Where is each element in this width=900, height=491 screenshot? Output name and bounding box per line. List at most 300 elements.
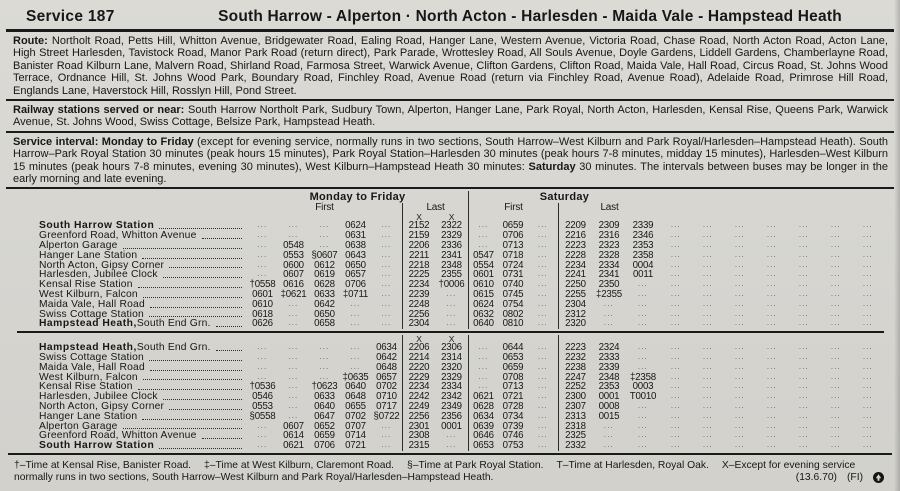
empty-cell: ... — [862, 242, 874, 250]
empty-cell: ... — [766, 261, 778, 269]
time-cell: 0652 — [314, 420, 335, 432]
time-cell: 2255 — [558, 290, 592, 300]
empty-cell: ... — [798, 232, 810, 240]
empty-cell: ... — [702, 354, 714, 362]
empty-cell: ... — [257, 354, 268, 362]
empty-cell: ... — [257, 232, 268, 240]
empty-cell: ... — [288, 383, 299, 391]
empty-cell: ... — [537, 412, 549, 420]
empty-cell: ... — [798, 393, 810, 401]
x-mark — [278, 213, 309, 221]
time-cell: 0708 — [502, 371, 524, 383]
time-cell: 0710 — [376, 391, 397, 403]
time-cell: 2320 — [441, 361, 462, 373]
empty-cell: ... — [468, 363, 498, 373]
time-cell: 2329 — [441, 230, 462, 242]
empty-cell: ... — [350, 363, 361, 371]
time-cell: 0650 — [345, 259, 366, 271]
station-name: Kensal Rise Station — [39, 381, 133, 393]
empty-cell: ... — [830, 291, 842, 299]
empty-cell: ... — [670, 403, 682, 411]
empty-cell: ... — [637, 432, 649, 440]
time-cell: 2256 — [402, 310, 435, 320]
empty-cell: ... — [537, 232, 549, 240]
time-cell: 2333 — [598, 352, 620, 364]
empty-cell: ... — [288, 412, 299, 420]
leader-dots — [202, 438, 243, 439]
empty-cell: ... — [798, 310, 810, 318]
time-cell: 0718 — [502, 249, 524, 261]
time-cell: 2218 — [402, 261, 435, 271]
time-cell: 0653 — [468, 441, 498, 451]
time-cell: 2306 — [441, 342, 462, 354]
empty-cell: ... — [319, 222, 330, 230]
timetable-row — [9, 319, 892, 329]
x-mark — [468, 213, 498, 221]
empty-cell: ... — [670, 354, 682, 362]
time-cell: 0003 — [632, 381, 654, 393]
empty-cell: ... — [537, 403, 549, 411]
empty-cell: ... — [734, 261, 746, 269]
empty-cell: ... — [862, 320, 874, 328]
time-cell: 0621 — [283, 440, 304, 452]
empty-cell: ... — [670, 393, 682, 401]
x-mark — [724, 213, 756, 221]
x-mark — [692, 213, 724, 221]
empty-cell: ... — [670, 291, 682, 299]
empty-cell: ... — [702, 393, 714, 401]
timetable-row — [9, 280, 892, 290]
time-cell: 0634 — [468, 412, 498, 422]
time-cell: 2339 — [598, 361, 620, 373]
leader-dots — [163, 399, 242, 400]
empty-cell: ... — [702, 442, 714, 450]
time-cell: 2355 — [441, 269, 462, 281]
leader-dots — [202, 238, 243, 239]
saturday-header: Saturday — [468, 191, 660, 203]
time-cell: 0731 — [502, 269, 524, 281]
time-cell: 0554 — [468, 261, 498, 271]
empty-cell: ... — [603, 422, 615, 430]
time-cell: 0734 — [502, 410, 524, 422]
leader-dots — [123, 428, 242, 429]
time-cell: 2250 — [558, 280, 592, 290]
empty-cell: ... — [670, 412, 682, 420]
station-name: West Kilburn, Falcon — [39, 289, 138, 301]
empty-cell: ... — [862, 363, 874, 371]
time-cell: 2249 — [402, 402, 435, 412]
x-mark — [340, 335, 371, 343]
x-mark — [660, 335, 692, 343]
leader-dots — [142, 419, 242, 420]
empty-cell: ... — [766, 373, 778, 381]
empty-cell: ... — [468, 382, 498, 392]
time-cell: 2223 — [558, 343, 592, 353]
x-mark — [788, 335, 820, 343]
leader-dots — [163, 277, 242, 278]
route-paragraph — [0, 32, 900, 99]
time-cell: 2239 — [402, 290, 435, 300]
x-mark — [309, 213, 340, 221]
time-cell: 0619 — [314, 269, 335, 281]
station-name: South Harrow Station — [39, 220, 155, 232]
empty-cell: ... — [257, 442, 268, 450]
empty-cell: ... — [702, 412, 714, 420]
x-mark — [528, 335, 558, 343]
time-cell: 0648 — [345, 391, 366, 403]
station-name: Harlesden, Jubilee Clock — [39, 269, 158, 281]
empty-cell: ... — [603, 300, 615, 308]
empty-cell: ... — [798, 422, 810, 430]
monday-friday-header: Monday to Friday — [309, 191, 406, 204]
empty-cell: ... — [468, 343, 498, 353]
time-cell: 2234 — [402, 280, 435, 290]
empty-cell: ... — [862, 251, 874, 259]
x-mark — [756, 335, 788, 343]
empty-cell: ... — [670, 363, 682, 371]
leader-dots — [159, 448, 242, 449]
empty-cell: ... — [766, 300, 778, 308]
time-cell: 0745 — [502, 289, 524, 301]
empty-cell: ... — [702, 291, 714, 299]
empty-cell: ... — [798, 373, 810, 381]
time-cell: 2325 — [558, 431, 592, 441]
empty-cell: ... — [446, 432, 457, 440]
page-title: South Harrow - Alperton · North Acton - Harlesden - Maida Vale - Hampstead Heath — [218, 8, 842, 25]
empty-cell: ... — [670, 432, 682, 440]
empty-cell: ... — [257, 363, 268, 371]
x-mark — [660, 213, 692, 221]
railway-paragraph — [0, 101, 900, 131]
station-name: Alperton Garage — [39, 420, 118, 432]
time-cell: §0607 — [311, 249, 338, 261]
x-mark — [278, 335, 309, 343]
time-cell: 0634 — [376, 342, 397, 354]
empty-cell: ... — [830, 383, 842, 391]
empty-cell: ... — [446, 320, 457, 328]
empty-cell: ... — [637, 291, 649, 299]
empty-cell: ... — [766, 320, 778, 328]
empty-cell: ... — [702, 300, 714, 308]
empty-cell: ... — [766, 281, 778, 289]
time-cell: 2232 — [558, 353, 592, 363]
leader-dots — [143, 379, 242, 380]
time-cell: 2346 — [632, 230, 654, 242]
empty-cell: ... — [862, 403, 874, 411]
empty-cell: ... — [830, 412, 842, 420]
time-cell: 0646 — [468, 431, 498, 441]
service-interval-label: Service interval: — [13, 135, 99, 148]
empty-cell: ... — [798, 403, 810, 411]
print-code: (FI) — [846, 472, 863, 483]
service-interval-text: Saturday — [528, 160, 576, 173]
empty-cell: ... — [766, 354, 778, 362]
empty-cell: ... — [830, 363, 842, 371]
time-cell: 0011 — [632, 269, 654, 281]
time-cell: 2304 — [402, 319, 435, 329]
time-cell: 0706 — [345, 279, 366, 291]
empty-cell: ... — [862, 442, 874, 450]
empty-cell: ... — [637, 320, 649, 328]
station-name: Greenford Road, Whitton Avenue — [39, 230, 197, 242]
time-cell: 0647 — [314, 410, 335, 422]
empty-cell: ... — [288, 393, 299, 401]
direction-roundel-icon — [873, 472, 884, 483]
empty-cell: ... — [734, 383, 746, 391]
x-mark: X — [402, 213, 435, 221]
empty-cell: ... — [670, 442, 682, 450]
empty-cell: ... — [637, 442, 649, 450]
route-text: Northolt Road, Petts Hill, Whitton Avenue, Bridgewater Road, Ealing Road, Hanger Lane, Western Avenue, Victoria Road, Chase Road, North Acton Road, Acton Lane, High Street Harlesden, Tavistock Road, Manor Park Road (return direct), Park Parade, Wrottesley Road, All Souls Avenue, Doyle Gardens, Liddell Gardens, Chamberlayne Road, Banister Road Kilburn Lane, Malvern Road, Shirland Road, Farmosa Street, Warwick Avenue, Clifton Gardens, Clifton Road, Maida Vale, Hall Road, Circus Road, St. Johns Wood Terrace, Ordnance Hill, St. Johns Wood Park, Boundary Road, Finchley Road, Avenue Road (return via Finchley Road, Avenue Road), Adelaide Road, Primrose Hill Road, Englands Lane, Haverstock Hill, Rosslyn Hill, Pond Street. — [13, 35, 888, 97]
time-cell: †0623 — [311, 381, 338, 393]
empty-cell: ... — [537, 222, 549, 230]
empty-cell: ... — [766, 442, 778, 450]
time-cell: 0648 — [376, 361, 397, 373]
x-mark — [820, 213, 852, 221]
leader-dots — [169, 267, 242, 268]
time-cell: 0621 — [468, 392, 498, 402]
time-cell: 0547 — [468, 251, 498, 261]
station-name: Kensal Rise Station — [39, 279, 133, 291]
time-cell: 2228 — [558, 251, 592, 261]
empty-cell: ... — [766, 383, 778, 391]
time-cell: 0717 — [376, 401, 397, 413]
empty-cell: ... — [637, 300, 649, 308]
time-cell: 0624 — [468, 300, 498, 310]
footnotes — [0, 457, 900, 491]
service-interval-text: Monday to Friday — [98, 135, 194, 148]
time-cell: 2214 — [402, 353, 435, 363]
empty-cell: ... — [798, 242, 810, 250]
time-cell: 2234 — [402, 382, 435, 392]
time-cell: 0702 — [345, 410, 366, 422]
time-cell: 2304 — [558, 300, 592, 310]
empty-cell: ... — [798, 432, 810, 440]
time-cell: 0640 — [468, 319, 498, 329]
time-cell: 0548 — [283, 240, 304, 252]
time-cell: 0615 — [468, 290, 498, 300]
x-mark — [626, 335, 660, 343]
empty-cell: ... — [862, 271, 874, 279]
empty-cell: ... — [702, 251, 714, 259]
empty-cell: ... — [288, 403, 299, 411]
time-cell: ‡2355 — [596, 289, 622, 301]
empty-cell: ... — [766, 222, 778, 230]
day-header-row — [9, 191, 892, 203]
time-cell: 2358 — [632, 249, 654, 261]
service-number: Service 187 — [26, 8, 115, 25]
empty-cell: ... — [288, 300, 299, 308]
empty-cell: ... — [862, 373, 874, 381]
time-cell: 0724 — [502, 259, 524, 271]
time-cell: 2318 — [558, 422, 592, 432]
empty-cell: ... — [862, 344, 874, 352]
empty-cell: ... — [862, 432, 874, 440]
time-cell: 2234 — [558, 261, 592, 271]
print-codes — [796, 472, 884, 484]
empty-cell: ... — [702, 344, 714, 352]
time-cell: 2341 — [441, 249, 462, 261]
empty-cell: ... — [381, 242, 392, 250]
empty-cell: ... — [734, 393, 746, 401]
service-interval-text: (except for evening service, normally runs in two sections, South Harrow–West Kilburn and Park Royal/Harlesden–Hampstead Heath). South Harrow–Park Royal Station 30 minutes (peak hours 15 minutes), Park Royal Station–Harlesden 30 minutes (peak hours 7-8 minutes, midday 15 minutes), Harlesden–West Kilburn 15 minutes (peak hours 7-8 minutes, evening 30 minutes), West Kilburn–Hampstead Heath 30 minutes: — [13, 135, 888, 173]
time-cell: 2220 — [402, 363, 435, 373]
time-cell: 0607 — [283, 420, 304, 432]
empty-cell: ... — [702, 310, 714, 318]
empty-cell: ... — [862, 383, 874, 391]
service-interval-text: 30 minutes. The intervals between buses may be longer in the early morning and late evening. — [13, 160, 889, 186]
empty-cell: ... — [537, 422, 549, 430]
empty-cell: ... — [830, 373, 842, 381]
empty-cell: ... — [830, 300, 842, 308]
empty-cell: ... — [381, 271, 392, 279]
empty-cell: ... — [637, 281, 649, 289]
empty-cell: ... — [381, 432, 392, 440]
time-cell: 0657 — [345, 269, 366, 281]
empty-cell: ... — [468, 221, 498, 231]
empty-cell: ... — [734, 242, 746, 250]
leader-dots — [142, 258, 242, 259]
empty-cell: ... — [537, 344, 549, 352]
leader-dots — [150, 370, 242, 371]
empty-cell: ... — [830, 422, 842, 430]
time-cell: 2209 — [558, 221, 592, 231]
empty-cell: ... — [766, 393, 778, 401]
time-cell: 0631 — [345, 230, 366, 242]
empty-cell: ... — [702, 320, 714, 328]
empty-cell: ... — [257, 261, 268, 269]
empty-cell: ... — [537, 281, 549, 289]
time-cell: 0004 — [632, 259, 654, 271]
time-cell: 0644 — [502, 342, 524, 354]
station-name: Swiss Cottage Station — [39, 352, 144, 364]
time-cell: 0628 — [314, 279, 335, 291]
time-cell: 2159 — [402, 231, 435, 241]
time-cell: 2225 — [402, 270, 435, 280]
time-cell: 0601 — [468, 270, 498, 280]
time-cell: ‡0711 — [342, 289, 369, 301]
time-cell: 0643 — [345, 249, 366, 261]
time-cell: 0754 — [502, 298, 524, 310]
time-cell: 0753 — [502, 440, 524, 452]
empty-cell: ... — [766, 291, 778, 299]
empty-cell: ... — [381, 320, 392, 328]
empty-cell: ... — [862, 412, 874, 420]
empty-cell: ... — [702, 271, 714, 279]
leader-dots — [149, 360, 242, 361]
empty-cell: ... — [702, 403, 714, 411]
empty-cell: ... — [702, 373, 714, 381]
time-cell: 2353 — [598, 381, 620, 393]
empty-cell: ... — [766, 271, 778, 279]
time-cell: 0553 — [283, 249, 304, 261]
empty-cell: ... — [862, 222, 874, 230]
empty-cell: ... — [319, 242, 330, 250]
station-name: North Acton, Gipsy Corner — [39, 401, 165, 413]
empty-cell: ... — [670, 344, 682, 352]
empty-cell: ... — [381, 442, 392, 450]
empty-cell: ... — [702, 422, 714, 430]
empty-cell: ... — [537, 251, 549, 259]
empty-cell: ... — [702, 432, 714, 440]
empty-cell: ... — [670, 222, 682, 230]
empty-cell: ... — [798, 271, 810, 279]
empty-cell: ... — [288, 320, 299, 328]
station-name: West Kilburn, Falcon — [39, 371, 138, 383]
leader-dots — [143, 297, 242, 298]
time-cell: †0536 — [249, 381, 276, 393]
empty-cell: ... — [381, 310, 392, 318]
empty-cell: ... — [734, 403, 746, 411]
empty-cell: ... — [468, 241, 498, 251]
time-cell: 0728 — [502, 401, 524, 413]
leader-dots — [138, 287, 242, 288]
empty-cell: ... — [637, 422, 649, 430]
empty-cell: ... — [734, 320, 746, 328]
empty-cell: ... — [830, 354, 842, 362]
x-mark — [692, 335, 724, 343]
x-mark: X — [402, 335, 435, 343]
empty-cell: ... — [670, 383, 682, 391]
empty-cell: ... — [288, 363, 299, 371]
time-cell: 0612 — [314, 259, 335, 271]
time-cell: 2248 — [402, 300, 435, 310]
time-cell: 0702 — [376, 381, 397, 393]
empty-cell: ... — [537, 363, 549, 371]
time-cell: 2334 — [441, 381, 462, 393]
time-cell: 2320 — [558, 319, 592, 329]
x-mark — [468, 335, 498, 343]
station-name: Harlesden, Jubilee Clock — [39, 391, 158, 403]
empty-cell: ... — [670, 422, 682, 430]
empty-cell: ... — [637, 412, 649, 420]
empty-cell: ... — [257, 251, 268, 259]
empty-cell: ... — [537, 432, 549, 440]
time-cell: 0632 — [468, 310, 498, 320]
time-cell: 0610 — [468, 280, 498, 290]
empty-cell: ... — [830, 403, 842, 411]
empty-cell: ... — [350, 344, 361, 352]
time-cell: 0706 — [502, 230, 524, 242]
empty-cell: ... — [468, 353, 498, 363]
time-cell: 0653 — [502, 352, 524, 364]
time-cell: 2342 — [441, 391, 462, 403]
empty-cell: ... — [468, 373, 498, 383]
empty-cell: ... — [381, 261, 392, 269]
empty-cell: ... — [537, 271, 549, 279]
station-label — [9, 441, 247, 451]
time-cell: 0640 — [314, 401, 335, 413]
empty-cell: ... — [830, 310, 842, 318]
station-name: South Harrow Station — [39, 440, 155, 452]
time-cell: 2353 — [632, 240, 654, 252]
empty-cell: ... — [734, 422, 746, 430]
empty-cell: ... — [381, 300, 392, 308]
leader-dots — [216, 326, 242, 327]
empty-cell: ... — [862, 232, 874, 240]
empty-cell: ... — [257, 344, 268, 352]
time-cell: 2339 — [632, 220, 654, 232]
station-name: Maida Vale, Hall Road — [39, 298, 145, 310]
time-cell: 0001 — [441, 420, 462, 432]
empty-cell: ... — [670, 281, 682, 289]
empty-cell: ... — [702, 363, 714, 371]
empty-cell: ... — [734, 432, 746, 440]
x-mark — [528, 213, 558, 221]
timetable — [0, 189, 900, 451]
time-cell: 0628 — [468, 402, 498, 412]
empty-cell: ... — [766, 242, 778, 250]
